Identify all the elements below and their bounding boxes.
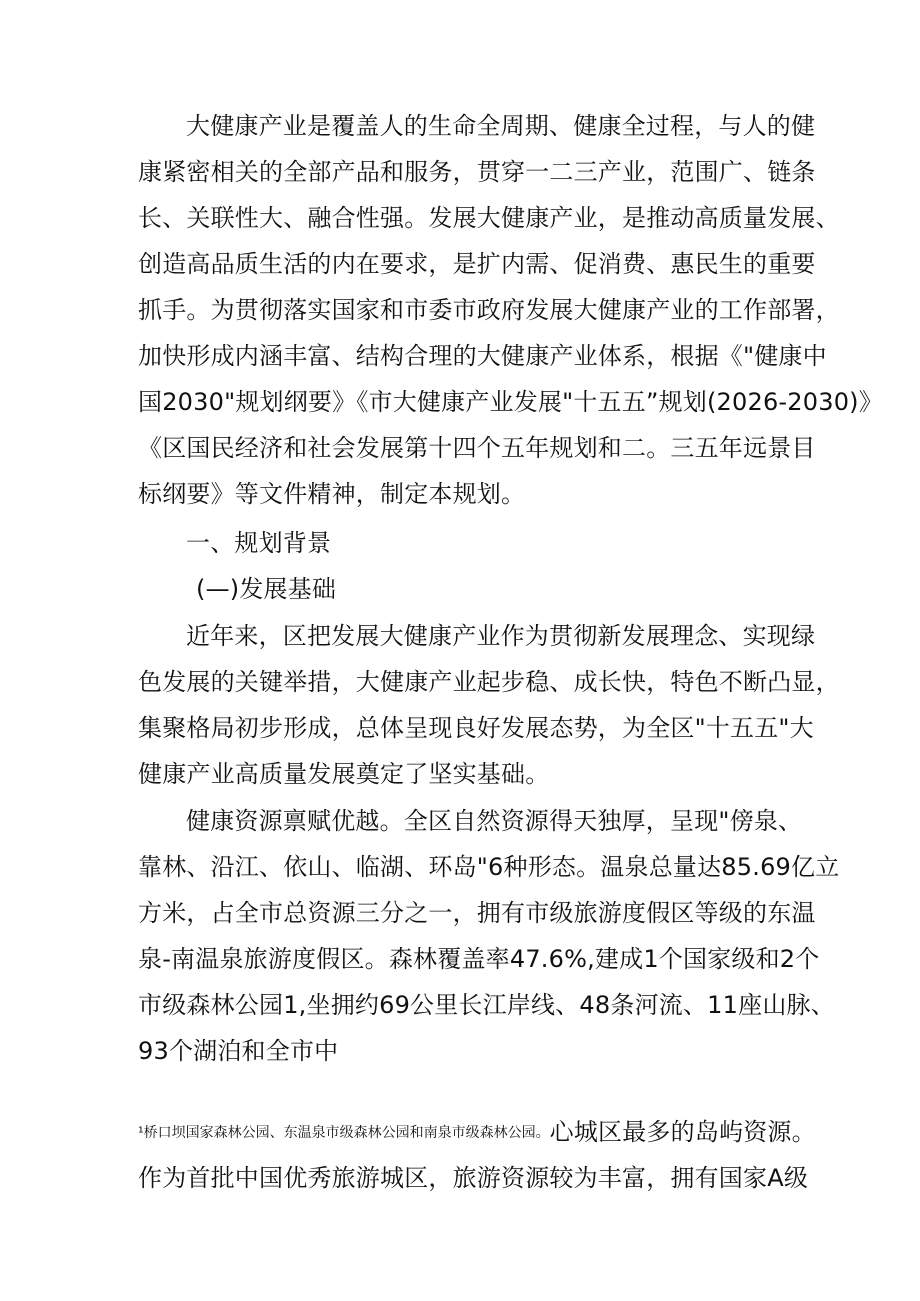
- paragraph3-line-1: 健康资源禀赋优越。全区自然资源得天独厚，呈现"傍泉、: [186, 807, 803, 835]
- footnote-continuation-line: [138, 1117, 816, 1148]
- paragraph3-line-4: 泉-南温泉旅游度假区。森林覆盖率47.6%,建成1个国家级和2个: [138, 945, 820, 973]
- intro-line-8: 《区国民经济和社会发展第十四个五年规划和二。三五年远景目: [138, 434, 816, 462]
- intro-line-5: 抓手。为贯彻落实国家和市委市政府发展大健康产业的工作部署，: [138, 296, 840, 324]
- intro-line-1: 大健康产业是覆盖人的生命全周期、健康全过程，与人的健: [186, 112, 816, 140]
- intro-line-4: 创造高品质生活的内在要求，是扩内需、促消费、惠民生的重要: [138, 250, 816, 278]
- paragraph3-line-6: 93个湖泊和全市中: [138, 1037, 339, 1065]
- intro-line-7: 国2030"规划纲要》《市大健康产业发展"十五五”规划(2026-2030)》: [138, 388, 883, 416]
- paragraph2-line-4: 健康产业高质量发展奠定了坚实基础。: [138, 760, 550, 788]
- intro-line-3: 长、关联性大、融合性强。发展大健康产业，是推动高质量发展、: [138, 204, 840, 232]
- continuation-line-2: 作为首批中国优秀旅游城区，旅游资源较为丰富，拥有国家A级: [138, 1164, 809, 1192]
- intro-line-6: 加快形成内涵丰富、结构合理的大健康产业体系，根据《"健康中: [138, 342, 827, 370]
- paragraph3-line-5: 市级森林公园1,坐拥约69公里长江岸线、48条河流、11座山脉、: [138, 991, 835, 1019]
- paragraph2-line-3: 集聚格局初步形成，总体呈现良好发展态势，为全区"十五五"大: [138, 714, 814, 742]
- paragraph3-line-2: 靠林、沿江、依山、临湖、环岛"6种形态。温泉总量达85.69亿立: [138, 853, 840, 881]
- paragraph3-line-3: 方米，占全市总资源三分之一，拥有市级旅游度假区等级的东温: [138, 899, 816, 927]
- footnote-text: ¹桥口坝国家森林公园、东温泉市级森林公园和南泉市级森林公园。: [138, 1125, 550, 1141]
- intro-line-9: 标纲要》等文件精神，制定本规划。: [138, 480, 526, 508]
- subsection-heading: (—)发展基础: [196, 575, 337, 603]
- section-heading: 一、规划背景: [186, 529, 332, 557]
- intro-line-2: 康紧密相关的全部产品和服务，贯穿一二三产业，范围广、链条: [138, 158, 816, 186]
- continuation-text-1: 心城区最多的岛屿资源。: [549, 1118, 816, 1146]
- paragraph2-line-1: 近年来，区把发展大健康产业作为贯彻新发展理念、实现绿: [186, 622, 816, 650]
- paragraph2-line-2: 色发展的关键举措，大健康产业起步稳、成长快，特色不断凸显，: [138, 668, 840, 696]
